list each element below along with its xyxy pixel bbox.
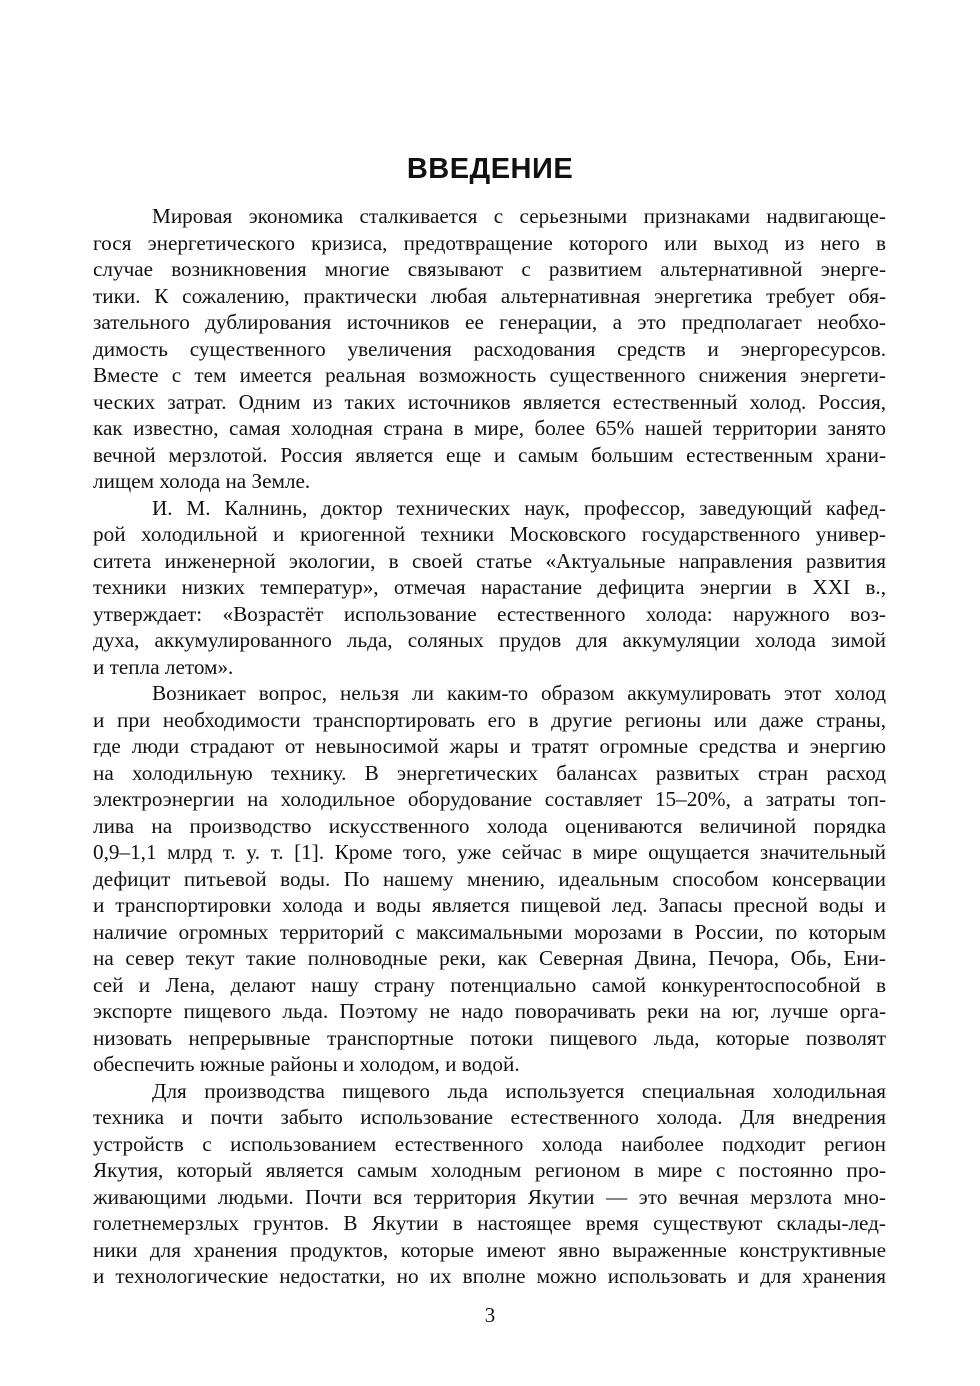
paragraph-4-line: и технологические недостатки, но их вполне можно использовать и для хранения	[93, 1264, 886, 1288]
paragraph-1-line: димость существенного увеличения расходования средств и энергоресурсов.	[93, 336, 886, 361]
paragraph-1-line: тики. К сожалению, практически любая альтернативная энергетика требует обя-	[93, 283, 886, 308]
paragraph-1-line: вечной мерзлотой. Россия является еще и самым большим естественным храни-	[93, 442, 886, 467]
paragraph-1-line: Мировая экономика сталкивается с серьезными признаками надвигающе-	[152, 204, 886, 228]
paragraph-1-line: как известно, самая холодная страна в мире, более 65% нашей территории занято	[93, 416, 886, 440]
paragraph-4-line: Якутия, который является самым холодным регионом в мире с постоянно про-	[93, 1158, 886, 1182]
paragraph-3-line: сей и Лена, делают нашу страну потенциально самой конкурентоспособной в	[93, 972, 886, 997]
paragraph-1-line: Вместе с тем имеется реальная возможность существенного снижения энергети-	[93, 363, 886, 387]
paragraph-1-line: гося энергетического кризиса, предотвращение которого или выход из него в	[93, 230, 886, 255]
page-number: 3	[484, 1303, 496, 1327]
paragraph-3-line: на север текут такие полноводные реки, как Северная Двина, Печора, Обь, Ени-	[93, 946, 886, 970]
paragraph-1-line: случае возникновения многие связывают с развитием альтернативной энерге-	[93, 257, 886, 281]
paragraph-2-line: и тепла летом».	[93, 654, 234, 679]
paragraph-3-line: электроэнергии на холодильное оборудование составляет 15–20%, а затраты топ-	[93, 787, 886, 811]
paragraph-2-line: духа, аккумулированного льда, соляных прудов для аккумуляции холода зимой	[93, 628, 886, 652]
paragraph-2-line: И. М. Калнинь, доктор технических наук, профессор, заведующий кафед-	[152, 495, 886, 520]
paragraph-2-line: техники низких температур», отмечая нарастание дефицита энергии в XXI в.,	[93, 575, 886, 599]
paragraph-3-line: на холодильную технику. В энергетических балансах развитых стран расход	[93, 760, 886, 785]
paragraph-1-line: лищем холода на Земле.	[93, 469, 311, 493]
paragraph-3-line: и транспортировки холода и воды является пищевой лед. Запасы пресной воды и	[93, 893, 886, 917]
paragraph-4-line: живающими людьми. Почти вся территория Якутии — это вечная мерзлота мно-	[93, 1184, 886, 1209]
paragraph-4-line: Для производства пищевого льда используется специальная холодильная	[152, 1078, 886, 1103]
paragraph-4-line: устройств с использованием естественного холода наиболее подходит регион	[93, 1131, 886, 1156]
paragraph-2-line: утверждает: «Возрастёт использование естественного холода: наружного воз-	[93, 601, 886, 626]
paragraph-3-line: Возникает вопрос, нельзя ли каким-то образом аккумулировать этот холод	[152, 681, 886, 705]
paragraph-4-line: техника и почти забыто использование естественного холода. Для внедрения	[93, 1105, 886, 1129]
page-heading: ВВЕДЕНИЕ	[406, 153, 574, 185]
paragraph-3-line: лива на производство искусственного холода оцениваются величиной порядка	[93, 813, 886, 838]
paragraph-3-line: 0,9–1,1 млрд т. у. т. [1]. Кроме того, уже сейчас в мире ощущается значительный	[93, 840, 886, 864]
paragraph-2-line: ситета инженерной экологии, в своей статье «Актуальные направления развития	[93, 548, 886, 573]
paragraph-1-line: ческих затрат. Одним из таких источников является естественный холод. Россия,	[93, 389, 886, 414]
paragraph-3-line: и при необходимости транспортировать его в другие регионы или даже страны,	[93, 707, 886, 732]
paragraph-3-line: дефицит питьевой воды. По нашему мнению, идеальным способом консервации	[93, 866, 886, 891]
paragraph-2-line: рой холодильной и криогенной техники Московского государственного универ-	[93, 522, 886, 546]
paragraph-4-line: ники для хранения продуктов, которые имеют явно выраженные конструктивные	[93, 1237, 886, 1262]
paragraph-4-line: голетнемерзлых грунтов. В Якутии в настоящее время существуют склады-лед-	[93, 1211, 886, 1235]
paragraph-3-line: обеспечить южные районы и холодом, и водой.	[93, 1052, 520, 1076]
paragraph-3-line: наличие огромных территорий с максимальными морозами в России, по которым	[93, 919, 886, 944]
paragraph-3-line: низовать непрерывные транспортные потоки пищевого льда, которые позволят	[93, 1025, 886, 1050]
body-text	[93, 203, 886, 1290]
paragraph-3-line: где люди страдают от невыносимой жары и тратят огромные средства и энергию	[93, 734, 886, 758]
paragraph-3-line: экспорте пищевого льда. Поэтому не надо поворачивать реки на юг, лучше орга-	[93, 999, 886, 1023]
paragraph-1-line: зательного дублирования источников ее генерации, а это предполагает необхо-	[93, 310, 886, 334]
